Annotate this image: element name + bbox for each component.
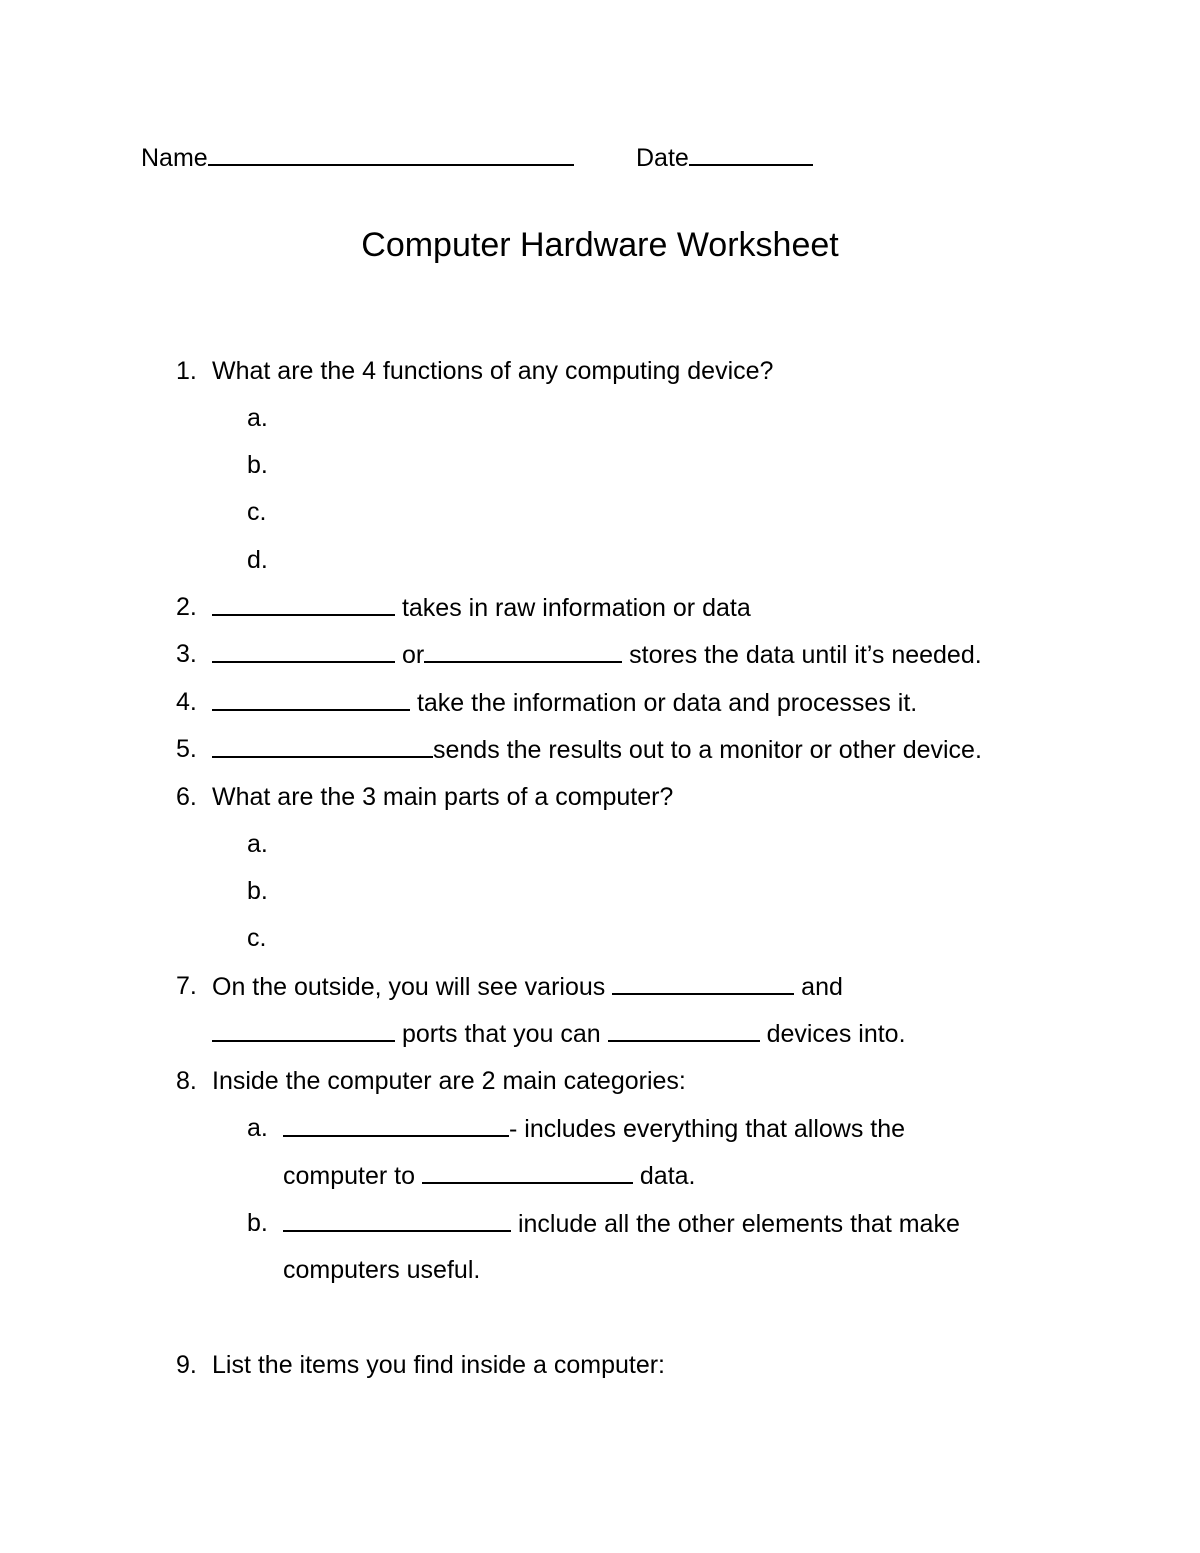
date-field xyxy=(636,142,813,173)
sub-label: b. xyxy=(247,877,268,905)
sub-label: b. xyxy=(247,1209,268,1237)
answer-blank[interactable] xyxy=(212,687,410,711)
date-blank[interactable] xyxy=(689,142,813,166)
question-number: 9. xyxy=(176,1351,197,1379)
answer-blank[interactable] xyxy=(212,639,395,663)
question-text: What are the 3 main parts of a computer? xyxy=(212,783,674,811)
question-text: Inside the computer are 2 main categories: xyxy=(212,1067,686,1095)
answer-blank[interactable] xyxy=(422,1160,633,1184)
name-blank[interactable] xyxy=(208,142,574,166)
answer-blank[interactable] xyxy=(212,734,433,758)
page-title: Computer Hardware Worksheet xyxy=(361,226,839,264)
sub-text: computer to xyxy=(283,1162,422,1190)
question-text-and: and xyxy=(794,973,843,1001)
question-text: takes in raw information or data xyxy=(395,594,751,622)
answer-blank[interactable] xyxy=(424,639,622,663)
sub-text: include all the other elements that make xyxy=(511,1210,960,1238)
question-number: 2. xyxy=(176,593,197,621)
question-number: 6. xyxy=(176,783,197,811)
answer-blank[interactable] xyxy=(212,1018,395,1042)
question-number: 5. xyxy=(176,735,197,763)
sub-label: c. xyxy=(247,498,267,526)
sub-label: d. xyxy=(247,546,268,574)
answer-blank[interactable] xyxy=(608,1018,760,1042)
question-number: 4. xyxy=(176,688,197,716)
sub-text: computers useful. xyxy=(283,1256,481,1284)
question-text-end: stores the data until it’s needed. xyxy=(622,641,982,669)
question-number: 7. xyxy=(176,972,197,1000)
question-text: List the items you find inside a computer: xyxy=(212,1351,666,1379)
name-field xyxy=(141,142,574,173)
question-number: 1. xyxy=(176,357,197,385)
question-text-end: devices into. xyxy=(759,1020,906,1048)
answer-blank[interactable] xyxy=(283,1208,511,1232)
sub-label: a. xyxy=(247,1114,268,1142)
sub-label: c. xyxy=(247,924,267,952)
answer-blank[interactable] xyxy=(212,592,395,616)
question-number: 3. xyxy=(176,640,197,668)
sub-label: a. xyxy=(247,404,268,432)
question-text-mid: or xyxy=(395,641,425,669)
question-text: take the information or data and processes it. xyxy=(410,689,918,717)
answer-blank[interactable] xyxy=(283,1113,509,1137)
sub-text: - includes everything that allows the xyxy=(509,1115,906,1143)
question-text: What are the 4 functions of any computing device? xyxy=(212,357,774,385)
question-text: ports that you can xyxy=(395,1020,608,1048)
name-label: Name xyxy=(141,144,208,172)
sub-label: a. xyxy=(247,830,268,858)
answer-blank[interactable] xyxy=(612,971,794,995)
sub-label: b. xyxy=(247,451,268,479)
question-number: 8. xyxy=(176,1067,197,1095)
sub-text-end: data. xyxy=(632,1162,696,1190)
question-text: sends the results out to a monitor or other device. xyxy=(433,736,982,764)
date-label: Date xyxy=(636,144,689,172)
question-text: On the outside, you will see various xyxy=(212,973,613,1001)
